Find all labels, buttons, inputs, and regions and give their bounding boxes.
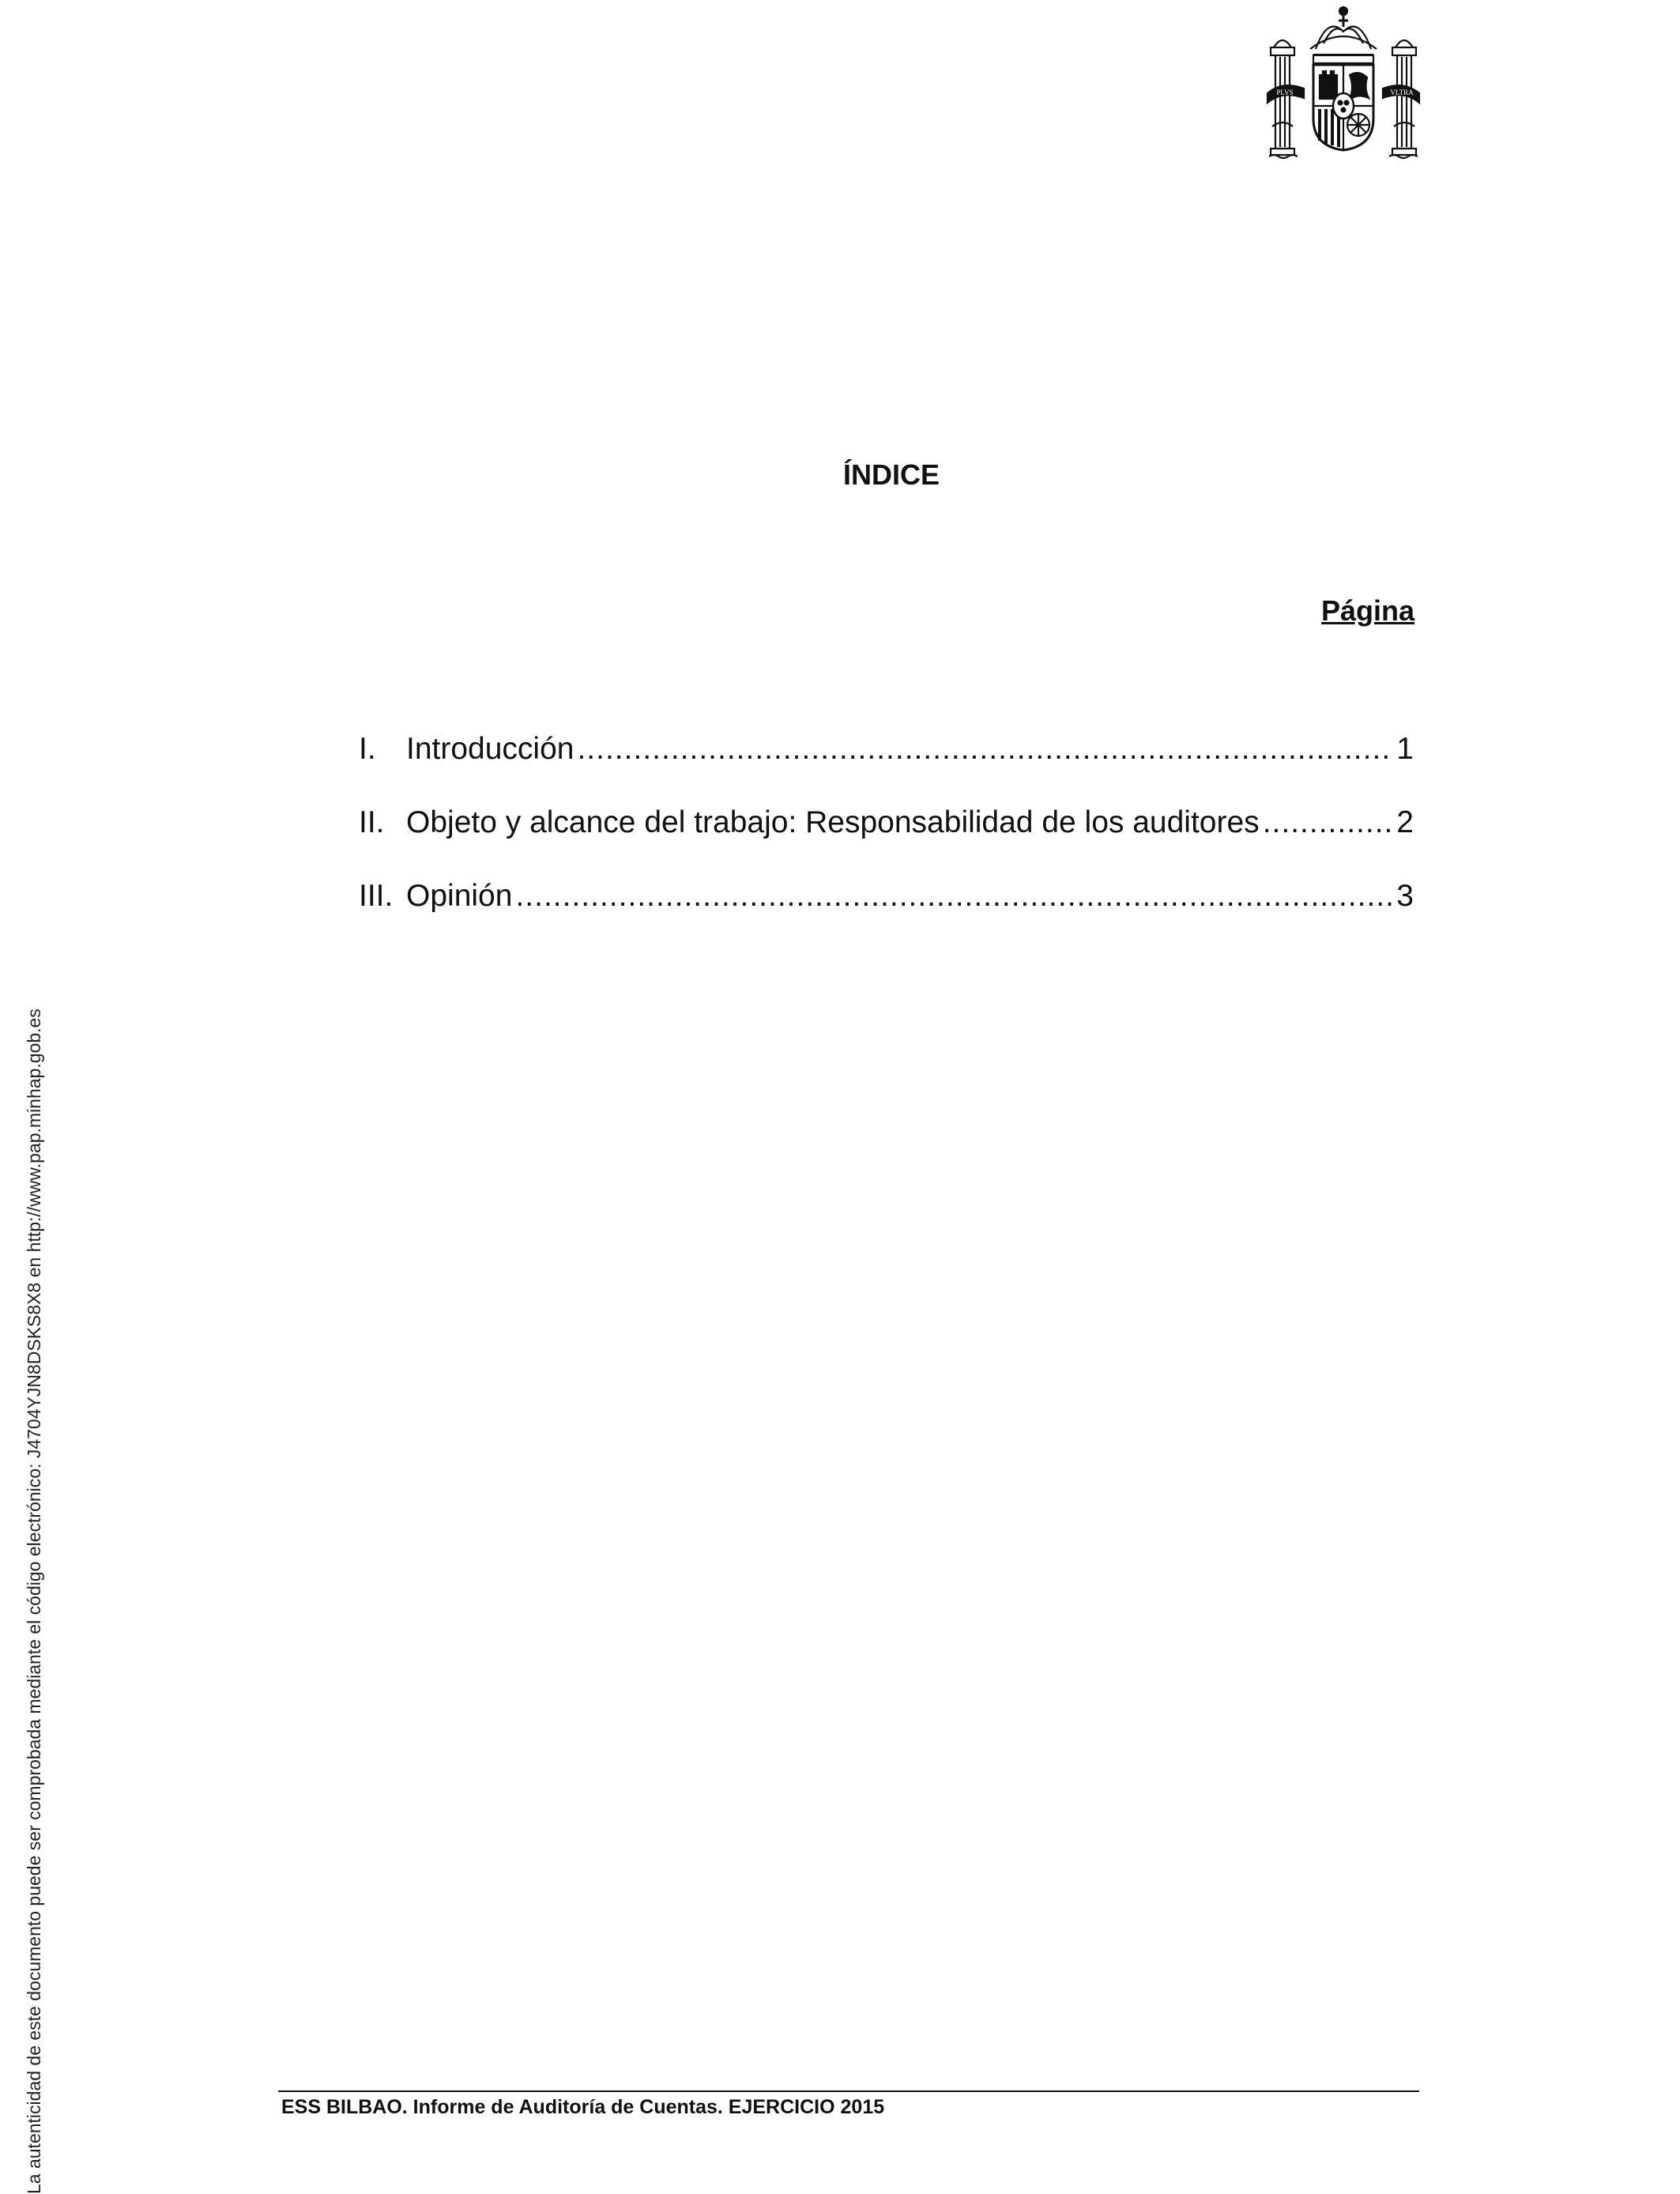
toc-entry-page: 3 [1396, 879, 1414, 913]
toc-entry-number: III. [359, 879, 394, 913]
toc-entry-title: Introducción [406, 732, 574, 766]
motto-left: PLVS [1276, 89, 1294, 96]
toc-dot-leader [515, 876, 1393, 916]
authenticity-note: La autenticidad de este documento puede ser comprobada mediante el código electrónico: J4704YJN8DSKS8X8 en http://www.pap.minhap.gob.es [24, 1008, 44, 2194]
toc-entry-title: Objeto y alcance del trabajo: Responsabilidad de los auditores [406, 805, 1260, 839]
coat-of-arms-icon [1264, 0, 1422, 162]
toc-entry-page: 2 [1396, 805, 1414, 839]
toc-dot-leader [1263, 803, 1394, 843]
toc-entry-introduccion[interactable] [359, 729, 1414, 803]
page-column-label: Página [1320, 594, 1414, 627]
table-of-contents [359, 729, 1414, 950]
footer-text: ESS BILBAO. Informe de Auditoría de Cuentas. EJERCICIO 2015 [281, 2096, 885, 2118]
toc-dot-leader [577, 729, 1393, 769]
toc-entry-opinion[interactable] [359, 876, 1414, 950]
toc-entry-title: Opinión [406, 879, 513, 913]
page-title: ÍNDICE [842, 458, 940, 491]
motto-right: VLTRA [1390, 89, 1414, 96]
toc-entry-number: I. [359, 732, 376, 766]
toc-entry-number: II. [359, 805, 385, 839]
toc-entry-page: 1 [1396, 732, 1414, 766]
toc-entry-objeto[interactable] [359, 803, 1414, 876]
footer-rule [278, 2090, 1419, 2092]
